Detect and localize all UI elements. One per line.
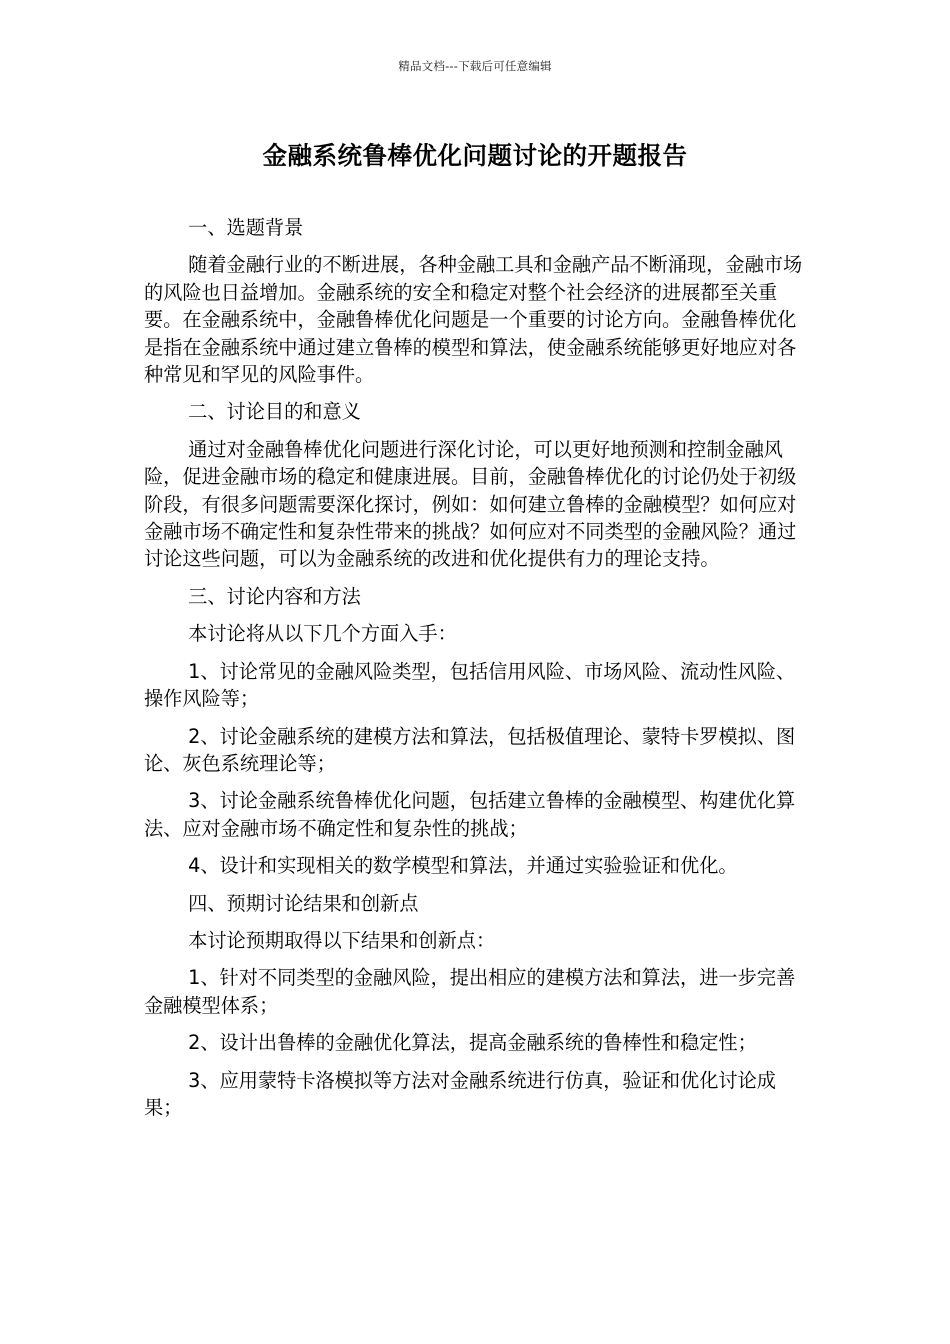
paragraph-purpose: 通过对金融鲁棒优化问题进行深化讨论，可以更好地预测和控制金融风险，促进金融市场的稳定和健康进展。目前，金融鲁棒优化的讨论仍处于初级阶段，有很多问题需要深化探讨，例如：如何建立鲁棒的金融模型？如何应对金融市场不确定性和复杂性带来的挑战？如何应对不同类型的金融风险？通过讨论这些问题，可以为金融系统的改进和优化提供有力的理论支持。 xyxy=(144,437,797,571)
document-body xyxy=(144,214,814,1131)
section-heading-background: 一、选题背景 xyxy=(188,216,304,239)
paragraph-background: 随着金融行业的不断进展，各种金融工具和金融产品不断涌现，金融市场的风险也日益增加。金融系统的安全和稳定对整个社会经济的进展都至关重要。在金融系统中，金融鲁棒优化问题是一个重要的讨论方向。金融鲁棒优化是指在金融系统中通过建立鲁棒的模型和算法，使金融系统能够更好地应对各种常见和罕见的风险事件。 xyxy=(144,253,803,387)
section-heading-purpose: 二、讨论目的和意义 xyxy=(188,400,361,424)
list-item-result-1: 1、针对不同类型的金融风险，提出相应的建模方法和算法，进一步完善金融模型体系； xyxy=(144,966,796,1017)
section-heading-expected-results: 四、预期讨论结果和创新点 xyxy=(188,891,419,915)
list-item-result-2: 2、设计出鲁棒的金融优化算法，提高金融系统的鲁棒性和稳定性； xyxy=(188,1031,757,1055)
section-heading-content-method: 三、讨论内容和方法 xyxy=(188,584,361,608)
list-item-content-1: 1、讨论常见的金融风险类型，包括信用风险、市场风险、流动性风险、操作风险等； xyxy=(144,659,796,711)
list-item-content-3: 3、讨论金融系统鲁棒优化问题，包括建立鲁棒的金融模型、构建优化算法、应对金融市场不确定性和复杂性的挑战； xyxy=(144,789,796,840)
list-item-content-4: 4、设计和实现相关的数学模型和算法，并通过实验验证和优化。 xyxy=(188,854,738,878)
list-item-result-3: 3、应用蒙特卡洛模拟等方法对金融系统进行仿真，验证和优化讨论成果； xyxy=(144,1068,776,1119)
paragraph-results-intro: 本讨论预期取得以下结果和创新点： xyxy=(188,928,496,952)
document-title: 金融系统鲁棒优化问题讨论的开题报告 xyxy=(262,141,688,170)
header-note: 精品文档---下载后可任意编辑 xyxy=(398,59,552,73)
list-item-content-2: 2、讨论金融系统的建模方法和算法，包括极值理论、蒙特卡罗模拟、图论、灰色系统理论等； xyxy=(144,724,796,775)
paragraph-content-intro: 本讨论将从以下几个方面入手： xyxy=(188,622,457,646)
